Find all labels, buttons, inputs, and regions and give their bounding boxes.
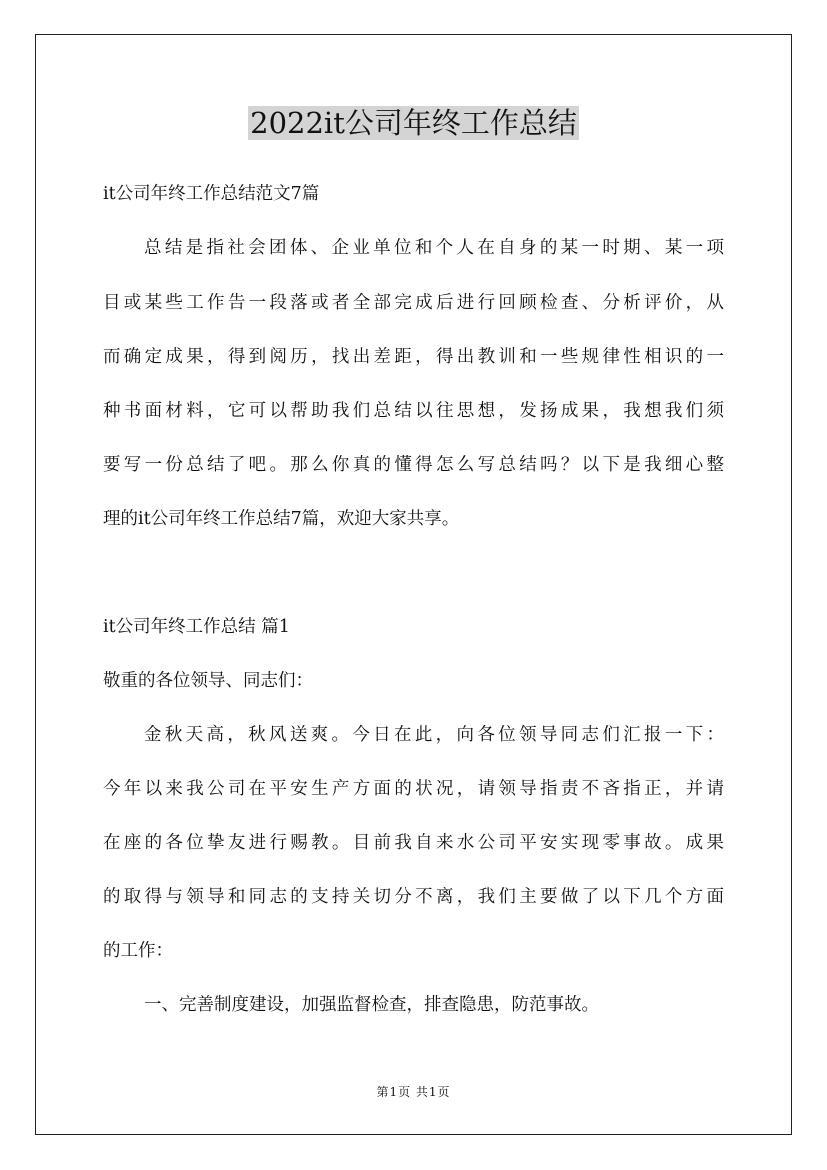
intro-line-5: 要写一份总结了吧。那么你真的懂得怎么写总结吗？以下是我细心整 (103, 455, 724, 475)
body-line-2: 今年以来我公司在平安生产方面的状况，请领导指责不吝指正，并请 (103, 779, 724, 799)
intro-line-2: 目或某些工作告一段落或者全部完成后进行回顾检查、分析评价，从 (103, 293, 724, 313)
body-line-5: 的工作： (103, 941, 173, 961)
page-footer: 第1页 共1页 (376, 1085, 451, 1099)
intro-line-3: 而确定成果，得到阅历，找出差距，得出教训和一些规律性相识的一 (103, 347, 724, 367)
body-line-4: 的取得与领导和同志的支持关切分不离，我们主要做了以下几个方面 (103, 887, 724, 907)
intro-line-4: 种书面材料，它可以帮助我们总结以往思想，发扬成果，我想我们须 (103, 401, 724, 421)
section-heading: it公司年终工作总结 篇1 (103, 617, 290, 637)
intro-line-6: 理的it公司年终工作总结7篇，欢迎大家共享。 (103, 509, 460, 529)
body-line-3: 在座的各位挚友进行赐教。目前我自来水公司平安实现零事故。成果 (103, 833, 724, 853)
point-one: 一、完善制度建设，加强监督检查，排查隐患，防范事故。 (144, 995, 599, 1015)
subtitle: it公司年终工作总结范文7篇 (103, 184, 320, 204)
document-title-text: 2022it公司年终工作总结 (250, 106, 577, 140)
salutation: 敬重的各位领导、同志们： (103, 671, 313, 691)
body-line-1: 金秋天高，秋风送爽。今日在此，向各位领导同志们汇报一下： (144, 725, 724, 745)
intro-line-1: 总结是指社会团体、企业单位和个人在自身的某一时期、某一项 (144, 238, 724, 258)
document-title (0, 103, 827, 143)
